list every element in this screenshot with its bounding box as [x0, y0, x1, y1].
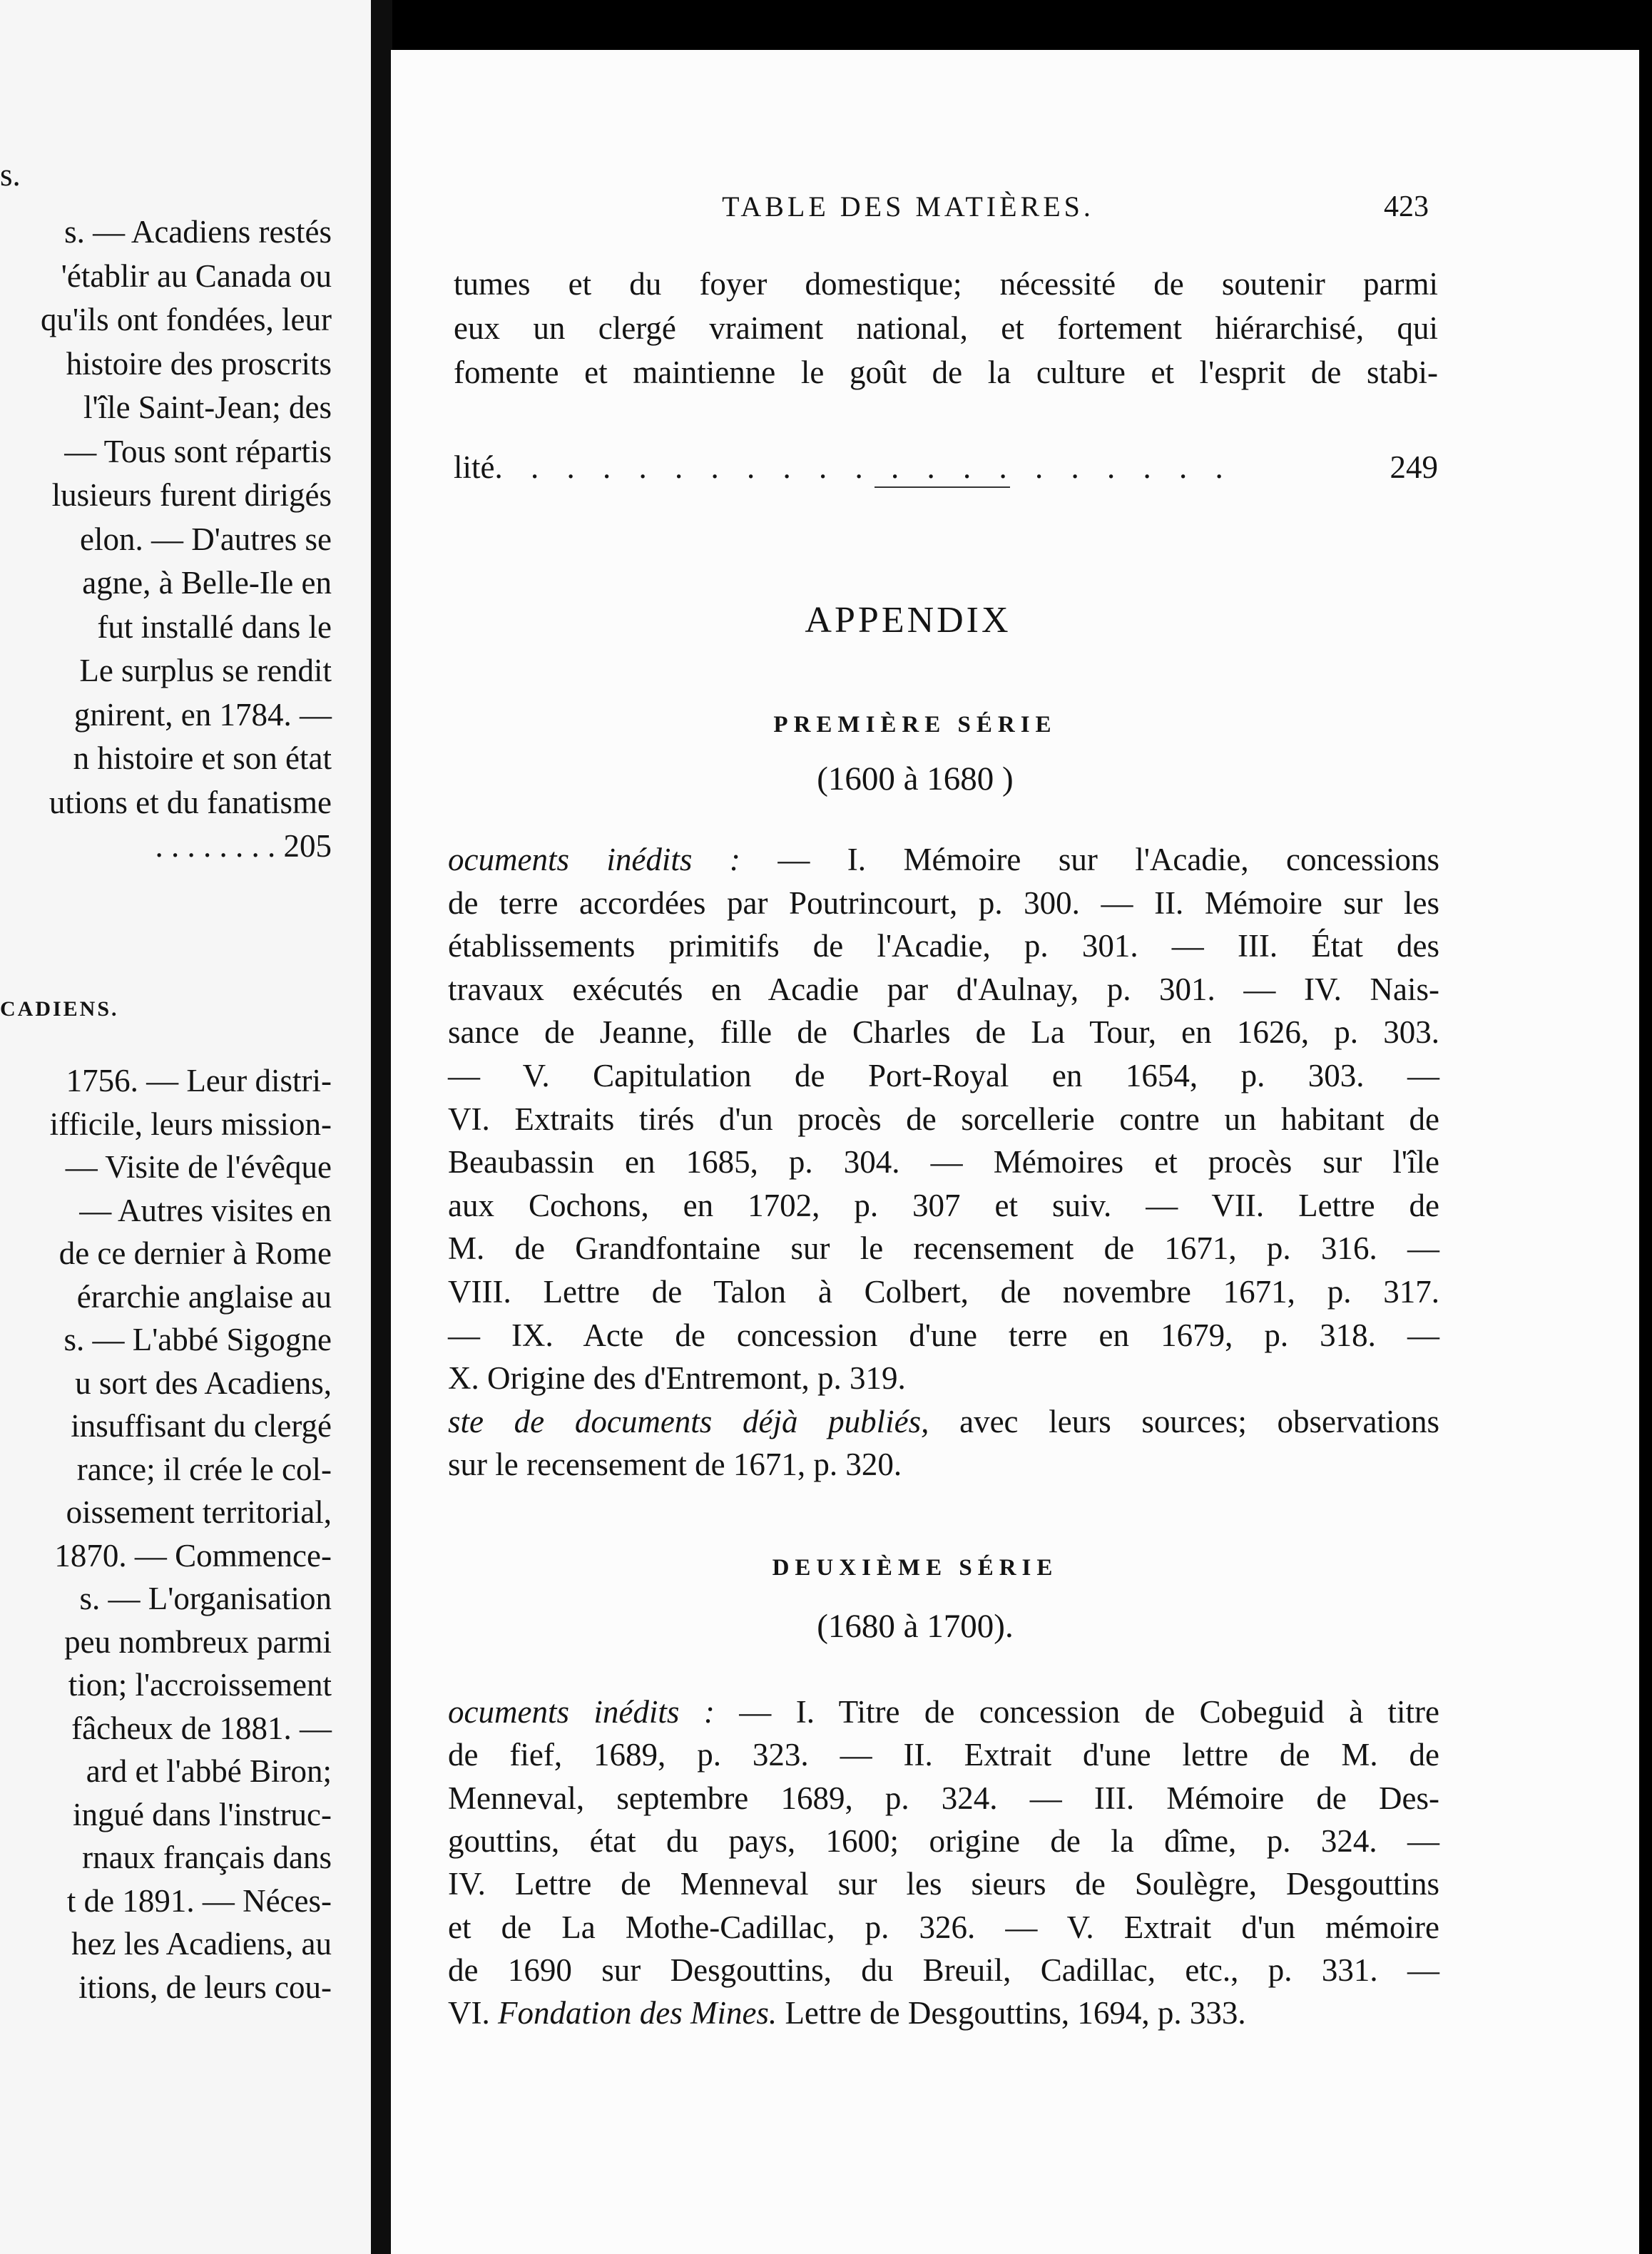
- right-page: [391, 50, 1639, 2254]
- intro-last-line: [454, 446, 1438, 489]
- left-line: u sort des Acadiens,: [75, 1365, 332, 1401]
- entry-line: établissements primitifs de l'Acadie, p. 301. — III. État des: [448, 928, 1439, 964]
- left-line: s. — L'abbé Sigogne: [63, 1322, 332, 1357]
- entry-line: de 1690 sur Desgouttins, du Breuil, Cadillac, etc., p. 331. —: [448, 1952, 1439, 1988]
- left-line: lusieurs furent dirigés: [51, 477, 332, 513]
- left-line: t de 1891. — Néces-: [66, 1882, 332, 1919]
- page-number: 423: [1384, 190, 1429, 223]
- entry-line: Menneval, septembre 1689, p. 324. — III. Mémoire de Des-: [448, 1780, 1439, 1816]
- left-line: utions et du fanatisme: [49, 784, 332, 820]
- left-line: tion; l'accroissement: [68, 1667, 332, 1703]
- left-line: insuffisant du clergé: [71, 1408, 332, 1444]
- entry-line: X. Origine des d'Entremont, p. 319.: [448, 1360, 906, 1397]
- series1-years: (1600 à 1680 ): [817, 760, 1014, 797]
- left-line: — Tous sont répartis: [64, 433, 332, 469]
- appendix-title: APPENDIX: [805, 600, 1011, 641]
- left-line: 1870. — Commence-: [54, 1537, 332, 1574]
- intro-line: eux un clergé vraiment national, et fortement hiérarchisé, qui: [454, 310, 1438, 346]
- left-line: ard et l'abbé Biron;: [86, 1753, 332, 1789]
- entry-line: — V. Capitulation de Port-Royal en 1654, p. 303. —: [448, 1058, 1439, 1093]
- entry-line: Beaubassin en 1685, p. 304. — Mémoires et procès sur l'île: [448, 1144, 1439, 1180]
- entry-line: et de La Mothe-Cadillac, p. 326. — V. Extrait d'un mémoire: [448, 1909, 1439, 1945]
- left-line: histoire des proscrits: [66, 345, 332, 382]
- left-line: agne, à Belle-Ile en: [82, 565, 332, 601]
- entry-line: VI. Fondation des Mines. Lettre de Desgouttins, 1694, p. 333.: [448, 1995, 1246, 2031]
- left-line: peu nombreux parmi: [64, 1623, 332, 1660]
- left-line: oissement territorial,: [66, 1494, 332, 1530]
- left-line: . . . . . . . . 205: [155, 828, 332, 864]
- entry-line: IV. Lettre de Menneval sur les sieurs de Soulègre, Desgouttins: [448, 1866, 1439, 1902]
- entry-line: ocuments inédits : — I. Titre de concession de Cobeguid à titre: [448, 1694, 1439, 1730]
- left-line: — Autres visites en: [79, 1192, 332, 1228]
- intro-line: tumes et du foyer domestique; nécessité de soutenir parmi: [454, 266, 1438, 302]
- left-line: érarchie anglaise au: [76, 1278, 332, 1315]
- left-top-fragment: s.: [0, 157, 21, 193]
- entry-line: aux Cochons, en 1702, p. 307 et suiv. — VII. Lettre de: [448, 1187, 1439, 1223]
- series2-years: (1680 à 1700).: [817, 1608, 1014, 1645]
- left-page: [0, 0, 377, 2254]
- left-line: qu'ils ont fondées, leur: [40, 302, 332, 337]
- left-line: — Visite de l'évêque: [65, 1149, 332, 1185]
- left-line: rance; il crée le col-: [76, 1451, 332, 1487]
- left-line: n histoire et son état: [73, 740, 332, 776]
- left-line: ifficile, leurs mission-: [49, 1106, 332, 1142]
- left-line: itions, de leurs cou-: [78, 1969, 332, 2005]
- entry-line: de terre accordées par Poutrincourt, p. 300. — II. Mémoire sur les: [448, 884, 1439, 921]
- series2-title: DEUXIÈME SÉRIE: [772, 1555, 1059, 1581]
- left-line: ingué dans l'instruc-: [72, 1796, 332, 1832]
- left-section-heading: CADIENS.: [0, 997, 119, 1021]
- entry-line: VIII. Lettre de Talon à Colbert, de novembre 1671, p. 317.: [448, 1274, 1439, 1310]
- left-line: 'établir au Canada ou: [61, 257, 332, 294]
- left-line: gnirent, en 1784. —: [73, 696, 332, 733]
- entry-line: — IX. Acte de concession d'une terre en 1679, p. 318. —: [448, 1317, 1439, 1353]
- left-line: elon. — D'autres se: [79, 521, 332, 557]
- entry-line: travaux exécutés en Acadie par d'Aulnay, p. 301. — IV. Nais-: [448, 971, 1439, 1007]
- intro-line: fomente et maintienne le goût de la culture et l'esprit de stabi-: [454, 355, 1438, 390]
- intro-page-ref: 249: [1390, 449, 1438, 485]
- left-line: Le surplus se rendit: [79, 653, 332, 688]
- left-line: 1756. — Leur distri-: [66, 1063, 332, 1098]
- entry-line: ste de documents déjà publiés, avec leurs sources; observations: [448, 1403, 1440, 1439]
- left-line: de ce dernier à Rome: [58, 1235, 332, 1271]
- leader-dots: . . . . . . . . . . . . . . . . . . . . .: [494, 449, 1233, 485]
- entry-line: VI. Extraits tirés d'un procès de sorcellerie contre un habitant de: [448, 1101, 1439, 1137]
- separator-rule: [875, 486, 1010, 488]
- left-line: s. — L'organisation: [79, 1581, 332, 1616]
- left-line: fâcheux de 1881. —: [71, 1710, 332, 1746]
- left-line: l'île Saint-Jean; des: [83, 389, 332, 425]
- entry-line: gouttins, état du pays, 1600; origine de la dîme, p. 324. —: [448, 1822, 1439, 1859]
- series1-title: PREMIÈRE SÉRIE: [773, 712, 1057, 738]
- entry-line: de fief, 1689, p. 323. — II. Extrait d'une lettre de M. de: [448, 1737, 1439, 1773]
- entry-line: sance de Jeanne, fille de Charles de La Tour, en 1626, p. 303.: [448, 1014, 1439, 1051]
- left-line: s. — Acadiens restés: [64, 214, 332, 250]
- book-gutter: [371, 0, 392, 2254]
- left-line: hez les Acadiens, au: [71, 1926, 332, 1962]
- left-line: rnaux français dans: [82, 1840, 332, 1875]
- entry-line: ocuments inédits : — I. Mémoire sur l'Acadie, concessions: [448, 842, 1440, 877]
- running-head: TABLE DES MATIÈRES.: [722, 190, 1094, 223]
- entry-line: sur le recensement de 1671, p. 320.: [448, 1447, 902, 1483]
- intro-last-word: lité: [454, 449, 495, 485]
- left-line: fut installé dans le: [97, 608, 332, 645]
- entry-line: M. de Grandfontaine sur le recensement de 1671, p. 316. —: [448, 1230, 1439, 1267]
